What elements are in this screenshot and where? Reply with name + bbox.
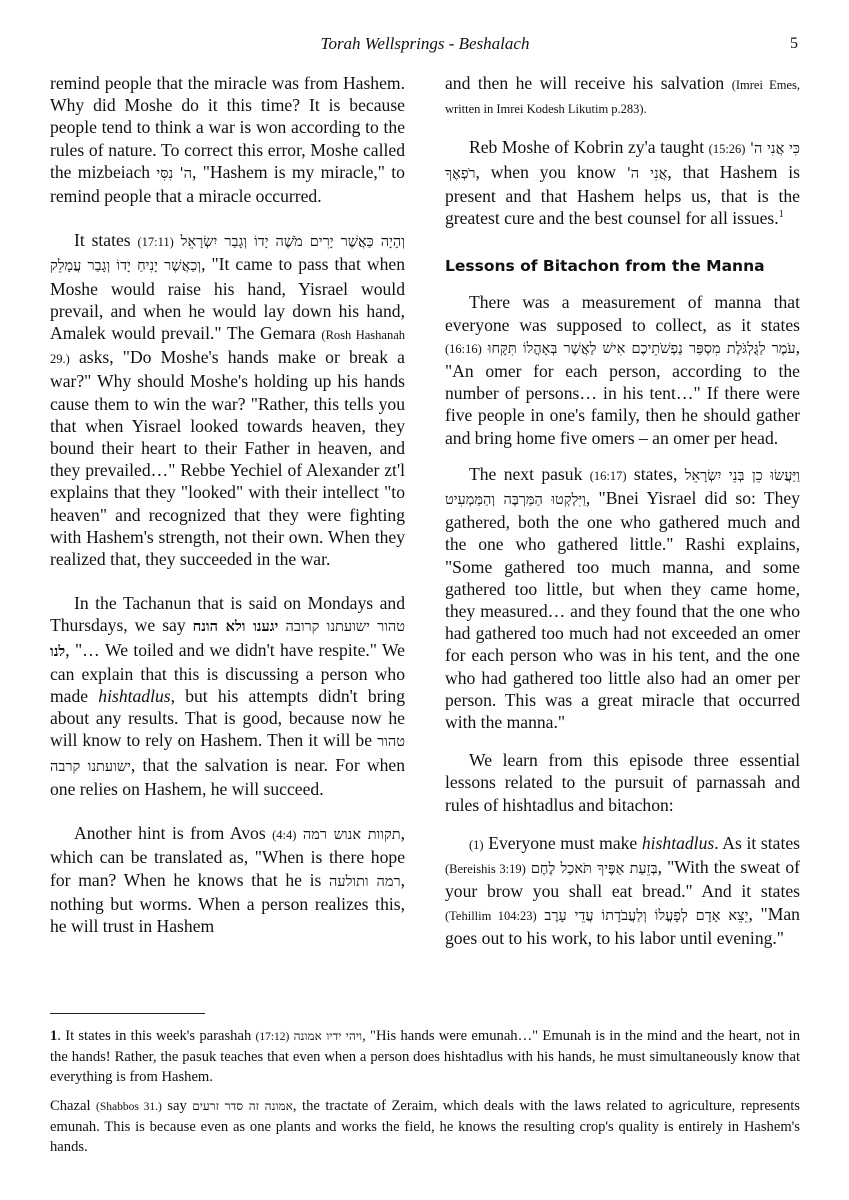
footnote: Chazal (Shabbos 31.) say אמונה זה סדר זרעים, the tractate of Zeraim, which deals with the laws related to agriculture, represents emunah. This is because even as one plants and works the field, he knows the resulting crop's quality is entirely in Hashem's hands.: [50, 1098, 800, 1155]
hebrew-text: רמה ותולעה: [329, 873, 401, 890]
hebrew-text: עֹמֶר לַגֻּלְגֹּלֶת מִסְפַּר נַפְשֹׁתֵיכֶם אִישׁ לַאֲשֶׁר בְּאָהֳלוֹ תִּקָּחוּ: [487, 340, 796, 357]
paragraph: (1) Everyone must make hishtadlus. As it states (Bereishis 3:19) בְּזֵעַת אַפֶּיךָ תֹּאכַל לֶחֶם, "With the sweat of your brow you shall eat bread." And it states (Tehillim 104:23) יֵצֵא אָדָם לְפָעֳלוֹ וְלַעֲבֹדָתוֹ עֲדֵי עָרֶב, "Man goes out to his work, to his labor until evening.": [445, 832, 800, 948]
source-ref: (15:26): [708, 142, 746, 157]
source-ref: (17:11): [137, 235, 174, 250]
source-ref: (Shabbos 31.): [96, 1101, 162, 1113]
page-number: 5: [790, 35, 798, 52]
paragraph: In the Tachanun that is said on Mondays and Thursdays, we say טהור ישועתנו קרובה יגענו ולא הונח לנו, "… We toiled and we didn't have respite." We can explain that this is discussing a person who made hishtadlus, but his attempts didn't bring about any results. That is good, because now he will know to rely on Hashem. Then it will be טהור ישועתנו קרבה, that the salvation is near. For when one relies on Hashem, he will succeed.: [50, 593, 406, 799]
left-column: [50, 72, 405, 937]
hebrew-text: יֵצֵא אָדָם לְפָעֳלוֹ וְלַעֲבֹדָתוֹ עֲדֵי עָרֶב: [544, 907, 749, 924]
hebrew-text: טהור ישועתנו קרובה יגענו ולא הונח לנו: [50, 618, 406, 660]
hebrew-text: אֲנִי ה': [626, 165, 668, 182]
source-ref: (Rosh Hashanah 29.): [50, 328, 405, 367]
hebrew-text: טהור ישועתנו קרבה: [50, 734, 405, 775]
footnotes: [50, 1026, 800, 1157]
hebrew-text: בְּזֵעַת אַפֶּיךָ תֹּאכַל לֶחֶם: [530, 861, 658, 878]
source-ref: (Tehillim 104:23): [445, 908, 537, 923]
section-heading: Lessons of Bitachon from the Manna: [445, 257, 765, 276]
source-ref: (Bereishis 3:19): [445, 862, 526, 877]
source-ref: (17:12): [255, 1031, 290, 1043]
list-number: (1): [469, 837, 484, 852]
paragraph: The next pasuk (16:17) states, וַיַּעֲשׂוּ כֵן בְּנֵי יִשְׂרָאֵל וַיִּלְקְטוּ הַמַּרְבֶּה וְהַמַּמְעִיט, "Bnei Yisrael did so: They gathered, both the one who gathered much and the one who gathered little." Rashi explains, "Some gathered too much manna, and some gathered too little, but when they came home, they measured… and they found that the one who had gathered too much had not exceeded an omer for each person who was in his tent, and the one who had gathered too little also had an omer per person. This was a great miracle that occurred with the manna.": [445, 463, 801, 733]
paragraph: There was a measurement of manna that everyone was supposed to collect, as it states (16:16) עֹמֶר לַגֻּלְגֹּלֶת מִסְפַּר נַפְשֹׁתֵיכֶם אִישׁ לַאֲשֶׁר בְּאָהֳלוֹ תִּקָּחוּ, "An omer for each person, according to the number of persons… in his tent…" If there were five people in one's family, then he should gather and bring home five omers – an omer per head.: [445, 292, 800, 448]
hebrew-text: וְהָיָה כַּאֲשֶׁר יָרִים מֹשֶׁה יָדוֹ וְגָבַר יִשְׂרָאֵל וְכַאֲשֶׁר יָנִיחַ יָדוֹ וְגָבַר עֲמָלֵק: [50, 234, 405, 275]
hebrew-text: ה' נִסִּי: [156, 165, 192, 182]
paragraph: Reb Moshe of Kobrin zy'a taught (15:26) כִּי אֲנִי ה' רֹפְאֶךָ, when you know אֲנִי ה', that Hashem is present and that Hashem helps us, that is the greatest cure and the best counsel for all issues.$^1$: [445, 137, 801, 229]
paragraph: We learn from this episode three essential lessons related to the pursuit of parnassah and rules of hishtadlus and bitachon:: [445, 750, 800, 815]
hebrew-text: וַיַּעֲשׂוּ כֵן בְּנֵי יִשְׂרָאֵל וַיִּלְקְטוּ הַמַּרְבֶּה וְהַמַּמְעִיט: [445, 467, 801, 509]
source-ref: (16:17): [589, 468, 627, 483]
running-header: [50, 34, 800, 56]
hebrew-text: ויהי ידיו אמונה: [293, 1029, 363, 1043]
paragraph: and then he will receive his salvation (Imrei Emes, written in Imrei Kodesh Likutim p.283).: [445, 73, 800, 117]
hebrew-text: אמונה זה סדר זרעים: [192, 1099, 293, 1113]
paragraph: remind people that the miracle was from Hashem. Why did Moshe do it this time? It is because people tend to think a war is won according to the rules of nature. To correct this error, Moshe called the mizbeiach ה' נִסִּי, "Hashem is my miracle," to remind people that a miracle occurred.: [50, 73, 405, 207]
source-ref: (Imrei Emes, written in Imrei Kodesh Likutim p.283): [445, 78, 800, 117]
source-ref: (4:4): [272, 828, 297, 843]
footnote-marker[interactable]: 1: [778, 209, 784, 221]
italic-term: hishtadlus: [641, 832, 715, 853]
hebrew-text: תקוות אנוש רמה: [302, 827, 401, 844]
source-ref: (16:16): [445, 341, 482, 356]
right-column: [445, 72, 800, 949]
paragraph: It states (17:11) וְהָיָה כַּאֲשֶׁר יָרִים מֹשֶׁה יָדוֹ וְגָבַר יִשְׂרָאֵל וְכַאֲשֶׁר יָנִיחַ יָדוֹ וְגָבַר עֲמָלֵק, "It came to pass that when Moshe would raise his hand, Yisrael would prevail, and when he would lay down his hand, Amalek would prevail." The Gemara (Rosh Hashanah 29.) asks, "Do Moshe's hands make or break a war?" Why should Moshe's holding up his hands cause them to win the war? "Rather, this tells you that when Yisrael looked towards heaven, they bound their heart to their Father in heaven, and they prevailed…" Rebbe Yechiel of Alexander zt'l explains that they "looked" with their intellect "to heaven" and recognized that they were fighting with Hashem's strength, not their own. When they realized that, they succeeded in the war.: [50, 230, 405, 570]
footnote: 1. It states in this week's parashah (17:12) ויהי ידיו אמונה, "His hands were emunah…" Emunah is in the mind and the heart, not in the hands! Rather, the pasuk teaches that even when a person does hishtadlus with his hands, he must simultaneously know that everything is from Hashem.: [50, 1028, 800, 1085]
paragraph: Another hint is from Avos (4:4) תקוות אנוש רמה, which can be translated as, "When is there hope for man? When he knows that he is רמה ותולעה, nothing but worms. When a person realizes this, he will trust in Hashem: [50, 823, 405, 936]
hebrew-text: כִּי אֲנִי ה' רֹפְאֶךָ: [445, 141, 801, 182]
italic-term: hishtadlus: [98, 686, 171, 707]
footnote-divider: [50, 1013, 205, 1014]
footnote-number: 1: [50, 1028, 58, 1044]
running-title: Torah Wellsprings - Beshalach: [320, 34, 530, 53]
